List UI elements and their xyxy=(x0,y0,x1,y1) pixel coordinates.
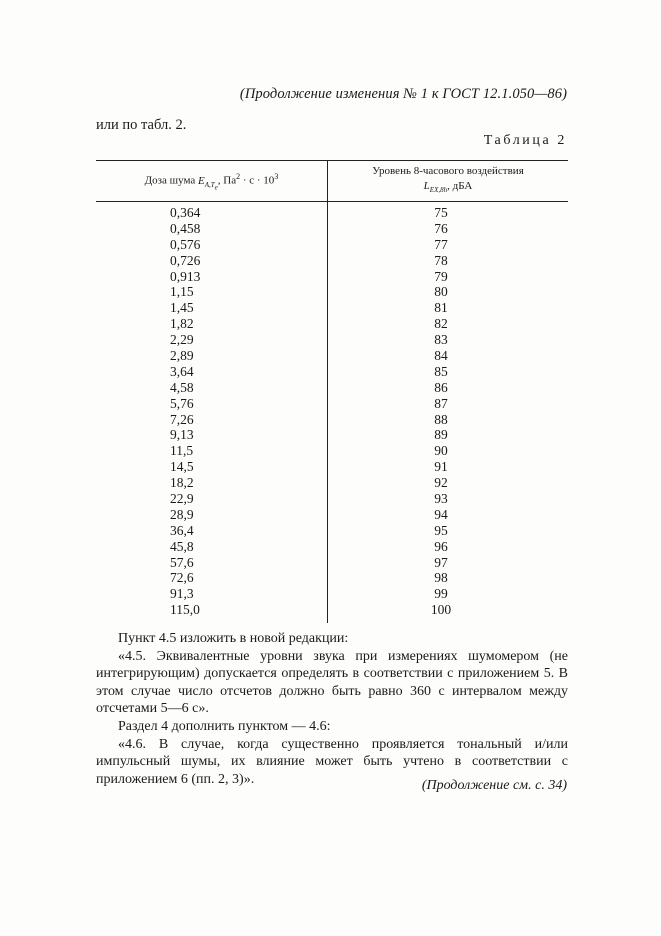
dose-cell: 91,3 xyxy=(170,586,194,602)
dose-unit-rest: · с · 10 xyxy=(240,174,275,187)
dose-cell: 11,5 xyxy=(170,443,194,459)
level-cell: 92 xyxy=(434,475,448,491)
paragraph: «4.5. Эквивалентные уровни звука при измерениях шумомером (не интегрирующим) допускается определять в соответствии с приложением 5. В этом случае число отсчетов должно быть равно 360 с интервалом между отсчетами 5—6 с». xyxy=(96,648,568,717)
dose-symbol-sub2: e xyxy=(214,183,218,192)
dose-cell: 45,8 xyxy=(170,538,194,554)
table-column-divider xyxy=(327,160,328,623)
dose-cell: 1,82 xyxy=(170,316,194,332)
column-header-level xyxy=(328,164,568,198)
dose-symbol-sub xyxy=(204,180,218,192)
level-cell: 79 xyxy=(434,268,448,284)
paragraph: Пункт 4.5 изложить в новой редакции: xyxy=(118,631,349,646)
level-symbol xyxy=(423,180,448,195)
level-cell: 90 xyxy=(434,443,448,459)
dose-cell: 3,64 xyxy=(170,363,194,379)
dose-symbol xyxy=(198,174,218,192)
level-cell: 87 xyxy=(434,395,448,411)
body-text xyxy=(96,630,568,788)
dose-cell: 18,2 xyxy=(170,475,194,491)
level-cell: 80 xyxy=(434,284,448,300)
dose-cell: 14,5 xyxy=(170,459,194,475)
dose-cell: 9,13 xyxy=(170,427,194,443)
level-column xyxy=(416,205,466,618)
level-cell: 94 xyxy=(434,506,448,522)
level-cell: 98 xyxy=(434,570,448,586)
table-header-rule xyxy=(96,201,568,202)
level-cell: 81 xyxy=(434,300,448,316)
level-cell: 86 xyxy=(434,379,448,395)
dose-cell: 5,76 xyxy=(170,395,194,411)
level-cell: 99 xyxy=(434,586,448,602)
level-symbol-sub: EX,8h xyxy=(429,186,448,195)
level-symbol-letter: L xyxy=(423,180,430,192)
level-header-line1: Уровень 8-часового воздействия xyxy=(372,165,524,177)
page-header: (Продолжение изменения № 1 к ГОСТ 12.1.050—86) xyxy=(239,86,567,102)
level-cell: 77 xyxy=(434,236,448,252)
dose-cell: 0,576 xyxy=(170,236,201,252)
dose-cell: 1,15 xyxy=(170,284,194,300)
continuation-note: (Продолжение см. с. 34) xyxy=(421,778,567,793)
dose-cell: 1,45 xyxy=(170,300,194,316)
dose-symbol-sub-text: A,T xyxy=(204,180,215,189)
dose-cell: 22,9 xyxy=(170,491,194,507)
intro-text: или по табл. 2. xyxy=(96,117,187,133)
level-cell: 84 xyxy=(434,348,448,364)
dose-cell: 0,458 xyxy=(170,220,201,236)
level-cell: 89 xyxy=(434,427,448,443)
dose-symbol-letter: E xyxy=(198,174,205,187)
dose-cell: 0,364 xyxy=(170,205,201,220)
dose-cell: 2,29 xyxy=(170,332,194,348)
column-header-dose xyxy=(96,172,327,191)
level-cell: 85 xyxy=(434,363,448,379)
level-cell: 82 xyxy=(434,316,448,332)
level-cell: 95 xyxy=(434,522,448,538)
dose-cell: 28,9 xyxy=(170,506,194,522)
level-cell: 75 xyxy=(434,205,448,220)
level-cell: 91 xyxy=(434,459,448,475)
level-cell: 96 xyxy=(434,538,448,554)
table-top-rule xyxy=(96,160,568,161)
level-cell: 97 xyxy=(434,554,448,570)
table-caption: Таблица 2 xyxy=(483,133,567,148)
level-cell: 88 xyxy=(434,411,448,427)
dose-cell: 2,89 xyxy=(170,348,194,364)
level-cell: 93 xyxy=(434,491,448,507)
dose-unit-exp2: 3 xyxy=(274,172,279,181)
dose-column xyxy=(170,205,250,618)
dose-cell: 0,726 xyxy=(170,252,201,268)
level-unit: , дБА xyxy=(447,180,473,192)
paragraph: «4.6. В случае, когда существенно проявляется тональный и/или импульсный шумы, их влияние может быть учтено в соответствии с приложением 6 (пп. 2, 3)». xyxy=(96,736,568,787)
dose-cell: 115,0 xyxy=(170,602,200,618)
dose-cell: 4,58 xyxy=(170,379,194,395)
dose-cell: 7,26 xyxy=(170,411,194,427)
dose-cell: 0,913 xyxy=(170,268,201,284)
table-2 xyxy=(96,160,568,623)
dose-cell: 72,6 xyxy=(170,570,194,586)
level-header-line2 xyxy=(328,179,568,198)
dose-cell: 57,6 xyxy=(170,554,194,570)
dose-cell: 36,4 xyxy=(170,522,194,538)
paragraph: Раздел 4 дополнить пунктом — 4.6: xyxy=(118,718,331,734)
dose-header-prefix: Доза шума xyxy=(144,174,198,187)
level-cell: 78 xyxy=(434,252,448,268)
dose-unit-exp: 2 xyxy=(236,172,241,181)
level-cell: 100 xyxy=(430,602,452,618)
dose-unit-text: , Па xyxy=(217,174,237,187)
level-cell: 76 xyxy=(434,220,448,236)
level-cell: 83 xyxy=(434,332,448,348)
